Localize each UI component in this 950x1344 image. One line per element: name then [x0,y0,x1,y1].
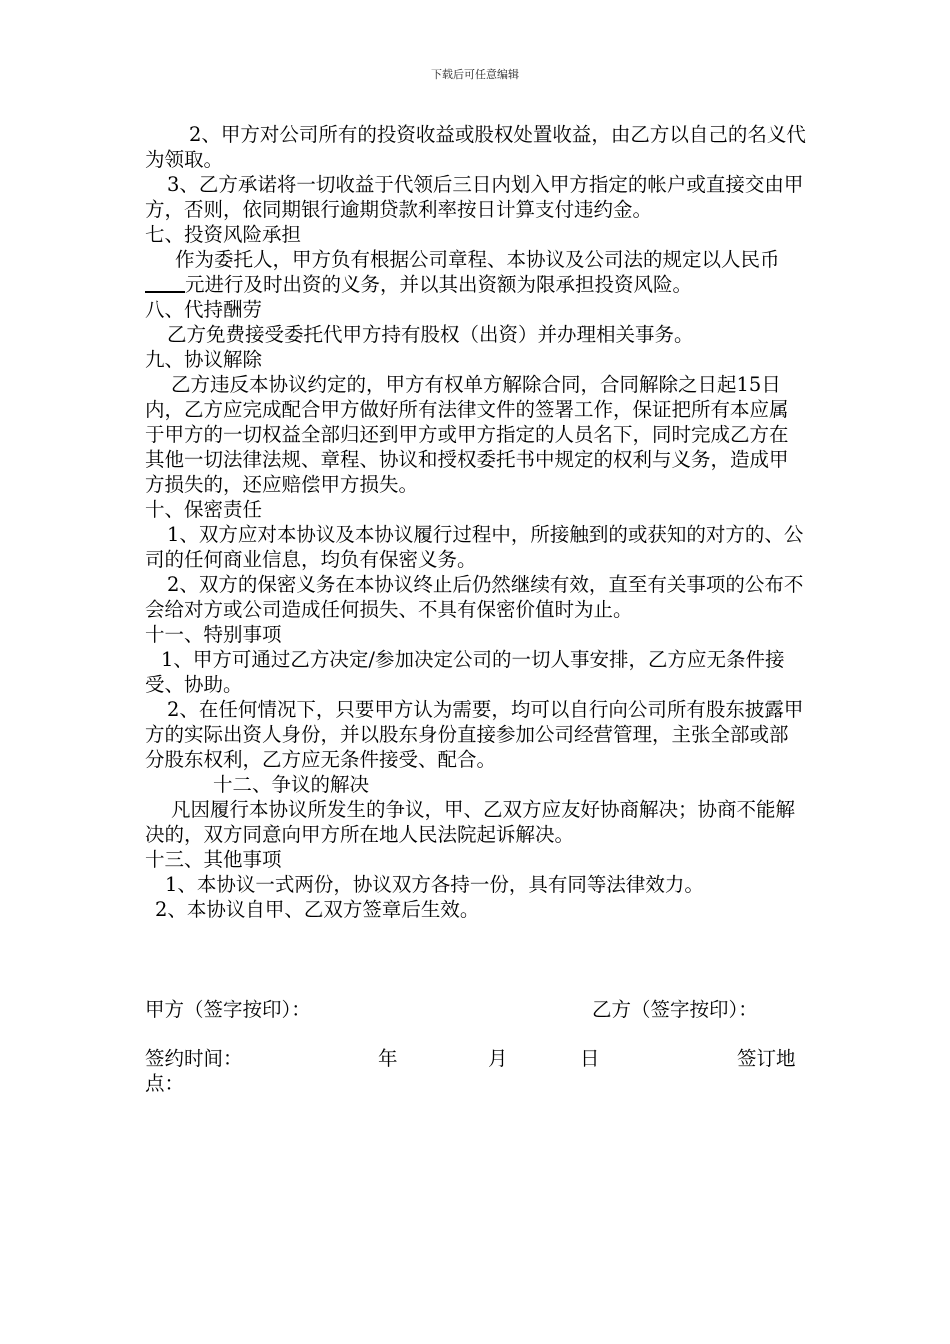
paragraph-clause-13-1: 1、本协议一式两份，协议双方各持一份，具有同等法律效力。 [165,873,704,896]
section-heading-7: 七、投资风险承担 [145,223,302,246]
signing-place-label-cont: 点： [145,1072,185,1095]
paragraph-clause-10-2: 2、双方的保密义务在本协议终止后仍然继续有效，直至有关事项的公布不会给对方或公司造成任何损失、不具有保密价值时为止。 [145,573,804,621]
year-label: 年 [378,1047,398,1070]
paragraph-clause-11-2: 2、在任何情况下，只要甲方认为需要，均可以自行向公司所有股东披露甲方的实际出资人身份，并以股东身份直接参加公司经营管理，主张全部或部分股东权利，乙方应无条件接受、配合。 [145,698,804,771]
paragraph-clause-6-3: 3、乙方承诺将一切收益于代领后三日内划入甲方指定的帐户或直接交由甲方，否则，依同期银行逾期贷款利率按日计算支付违约金。 [145,173,804,221]
paragraph-clause-12: 凡因履行本协议所发生的争议，甲、乙双方应友好协商解决；协商不能解决的，双方同意向甲方所在地人民法院起诉解决。 [145,798,796,846]
page-header: 下载后可任意编辑 [431,68,519,81]
paragraph-clause-9: 乙方违反本协议约定的，甲方有权单方解除合同，合同解除之日起15日内，乙方应完成配合甲方做好所有法律文件的签署工作，保证把所有本应属于甲方的一切权益全部归还到甲方或甲方指定的人员名下，同时完成乙方在其他一切法律法规、章程、协议和授权委托书中规定的权利与义务，造成甲方损失的，还应赔偿甲方损失。 [145,373,789,496]
paragraph-clause-8: 乙方免费接受委托代甲方持有股权（出资）并办理相关事务。 [167,323,694,346]
paragraph-clause-10-1: 1、双方应对本协议及本协议履行过程中，所接触到的或获知的对方的、公司的任何商业信息，均负有保密义务。 [145,523,804,571]
month-label: 月 [488,1047,508,1070]
signing-date-label: 签约时间： [145,1047,243,1070]
paragraph-clause-7 [145,247,807,297]
contract-body [145,122,807,922]
clause-7-text-after: 元进行及时出资的义务，并以其出资额为限承担投资风险。 [185,273,693,296]
party-b-signature-label: 乙方（签字按印）： [592,998,758,1021]
amount-blank [145,273,185,293]
paragraph-clause-6-2: 2、甲方对公司所有的投资收益或股权处置收益，由乙方以自己的名义代为领取。 [145,123,806,171]
signing-place-label: 签订地 [737,1047,796,1070]
section-heading-12: 十二、争议的解决 [213,773,370,796]
clause-7-text-before: 作为委托人，甲方负有根据公司章程、本协议及公司法的规定以人民币 [175,248,780,271]
paragraph-clause-13-2: 2、本协议自甲、乙双方签章后生效。 [155,898,480,921]
section-heading-11: 十一、特别事项 [145,623,282,646]
section-heading-8: 八、代持酬劳 [145,298,263,321]
section-heading-13: 十三、其他事项 [145,848,282,871]
day-label: 日 [580,1047,600,1070]
section-heading-9: 九、协议解除 [145,348,263,371]
paragraph-clause-11-1: 1、甲方可通过乙方决定/参加决定公司的一切人事安排，乙方应无条件接受、协助。 [145,648,785,696]
party-a-signature-label: 甲方（签字按印）： [145,998,311,1021]
section-heading-10: 十、保密责任 [145,498,263,521]
